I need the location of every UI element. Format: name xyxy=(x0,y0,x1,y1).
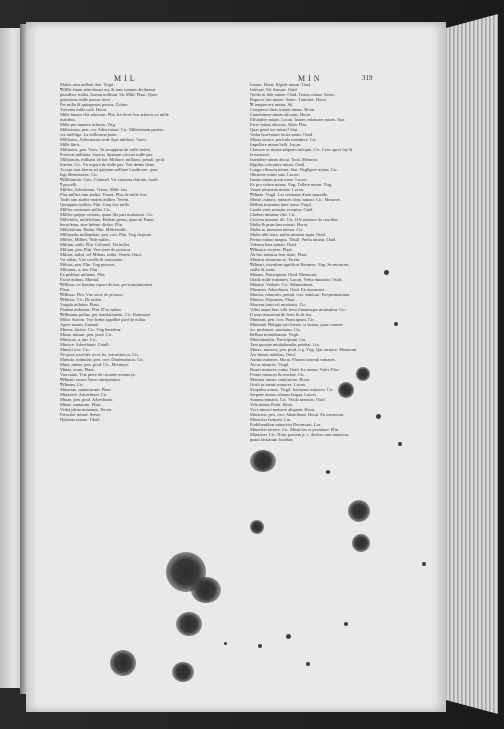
text-line: ¶Mille etiam adiectiuum est, & tunc tantum declinatur xyxy=(60,87,156,92)
text-line: Vanae minorum minae. Lucan. xyxy=(250,187,305,192)
text-line: Minatur abiturum se. Terent. xyxy=(250,257,301,262)
text-line: Mille fanum vlla arborum. Plin. Ita ferire hos arbores ex mille xyxy=(60,112,169,117)
text-line: Infestae. Sil. Saeuae. Ouid. xyxy=(250,87,298,92)
text-line: Effundere minas. Lucan. Inanes exhaurire minas. Stat. xyxy=(250,117,346,122)
text-line: Minae, pen. prod. Adverbium. xyxy=(60,397,114,402)
text-line: Ex pedibus miluinis. Plin. xyxy=(60,272,106,277)
text-line: Porticus milliaria. Sueton. Spatium circiter mille pas. xyxy=(60,152,154,157)
text-line: Minaciter terrere. Cic. Minaciter et postulare. Plin. xyxy=(250,427,340,432)
text-line: Vobis atque huic vrbi ferro flammaque minitantur. Cic. xyxy=(250,307,347,312)
text-line: Crocem minatur illi. Cic. Il le menace de crucifier. xyxy=(250,217,339,222)
text-line: Minaciae, minaciarum. Plaut. xyxy=(60,387,112,392)
text-line: ¶Miluus, ex homine rapaci dicitur, per translationem. xyxy=(60,282,154,287)
text-line: Mimula, mimulae, pen. corr. Diminutiuum. Cic. xyxy=(60,357,145,362)
text-line: Pertua minari magna. Tibull. Prelia minari. Ouid. xyxy=(250,237,337,242)
text-line: Impellere minas belli. Lucan. xyxy=(250,142,302,147)
text-line: gentesimo mille passus ferre. xyxy=(60,97,112,102)
text-line: Minae, minaci, minaces fans, minari. Cic. Menacer. xyxy=(250,197,341,202)
text-line: Ne quos scurriles iocos lie, aut mimicos. Cic. xyxy=(60,352,140,357)
text-line: Fronte minaces & acerbae. Cic. xyxy=(250,372,306,377)
text-line: Intendere minas alicui. Tacit. Menacer. xyxy=(250,157,319,162)
text-line: Ab hac minatur fese abire. Plaut. xyxy=(250,252,308,257)
text-line: Millepeda, millepedae, pen. corr. Plin. Vng cloporte. xyxy=(60,232,153,237)
text-line: ¶ porcelli. xyxy=(60,182,78,187)
text-line: Mortem fratri eft minitatus. Cic. xyxy=(250,302,307,307)
text-line: Contemnere minas alicuius. Horat. xyxy=(250,112,312,117)
text-line: Minas iactare, pericula intendere. Cic. xyxy=(250,137,317,142)
ink-spot xyxy=(422,562,426,566)
text-line: Prohibentibus minaciter Decemuiri. Liu. xyxy=(250,422,322,427)
text-line: Plumae miluinae. Plin. D'vn milan. xyxy=(60,307,122,312)
text-line: Plus millies iam audiui. Terent. Plus de mille fois. xyxy=(60,192,148,197)
page-number: 319 xyxy=(362,74,373,82)
text-line: Exeat miluus. Martial. xyxy=(60,277,100,282)
ink-spot xyxy=(384,270,389,275)
text-line: Mimice. Aduerbium. Catull. xyxy=(60,342,110,347)
text-line: Mima, mimae, pen. prod. Cic. xyxy=(60,332,113,337)
text-line: Millies, Millies. Vide milles. xyxy=(60,237,111,242)
page-block-edge xyxy=(446,14,498,714)
text-line: Millies, Adverbium. Terent. Mille fois. xyxy=(60,187,129,192)
text-line: Multa & praeclara minari. Horat. xyxy=(250,222,309,227)
ink-spot xyxy=(376,414,381,419)
text-line: Minacius, pen. corr. Aduerbium. Horat. En menacant. xyxy=(250,412,345,417)
text-line: Multa ac montana minari. Cic. xyxy=(250,227,304,232)
ink-spot xyxy=(306,662,310,666)
text-line: Rapaces fati minae. Senec. Tumidae. Horat. xyxy=(250,97,327,102)
text-line: Nolite in fide minae. Ouid. Tristes minae. Senec. xyxy=(250,92,336,97)
ink-spot xyxy=(344,622,348,626)
text-line: Murmur minax contrarium. Horat. xyxy=(250,377,311,382)
text-line: Milui. Sueton. Vne herbe appellee pied de milan. xyxy=(60,317,147,322)
text-line: Minitor, Deponens. Plaut. xyxy=(250,297,296,302)
text-line: Vela minax Ponti. Horat. xyxy=(250,402,294,407)
ink-stain xyxy=(250,520,264,534)
text-line: Il nous menacent de ferre & de feu. xyxy=(250,312,313,317)
left-text-column xyxy=(60,82,250,422)
text-line: Ferociter minae. Senec. xyxy=(60,412,102,417)
text-line: Cauda vires minatur scorpius. Ouid. xyxy=(250,207,314,212)
text-line: Rigidas concutere minas. Ouid. xyxy=(250,162,306,167)
text-line: Verba plena minarum. Terent. xyxy=(60,407,113,412)
text-line: Arcus minaces. Virgil. xyxy=(250,362,290,367)
ink-spot xyxy=(286,634,291,639)
text-line: ¶Minam nostra Varro interpretatur. xyxy=(60,377,121,382)
text-line: Minanter, Aduerbium. Ouid. En menacant. xyxy=(250,287,325,292)
text-line: legi libentissime. Cic. xyxy=(60,172,99,177)
running-head-left: MIL xyxy=(114,74,138,83)
text-line: Minitor, minitaris, penult. corr. minitari, Frequentatiuum. xyxy=(250,292,351,297)
text-line: Sueton. Cic. Vn espace de mille pas. Vne demie lieue. xyxy=(60,162,156,167)
text-line: Minaciter. Cic. Nunc pontem p. c. dixisse cum minacius xyxy=(250,432,349,437)
text-line: Tedet iam audire eadem millies. Terent. xyxy=(60,197,130,202)
text-line: Trecenta mille cadi. Horat. xyxy=(60,107,108,112)
text-line: Millies centenum millia. Cic. xyxy=(60,207,112,212)
text-line: Minatio. Verbale. Cic. Menacement. xyxy=(250,282,314,287)
text-line: Plaut. xyxy=(60,287,71,292)
text-line: ¶Miluus. Plin. Vne sorte de poisson. xyxy=(60,292,124,297)
text-line: Accepi tuas literas ad quintum milliare Laodiceae, quas xyxy=(60,167,158,172)
text-line: Miluinus, a, um. Plin. xyxy=(60,267,99,272)
ink-stain xyxy=(250,450,276,472)
text-line: Millefolium, Herba. Plin. Millefeuille. xyxy=(60,227,128,232)
text-line: Quas genti ore minas? Stat. xyxy=(250,127,299,132)
text-line: Scopulus minax. Virgil. Sermonis minaces. Cic. xyxy=(250,387,335,392)
ink-spot xyxy=(224,642,227,645)
text-line: Inanes minas ponit mare. Lucret. xyxy=(250,177,308,182)
text-line: Mille pro numero infinito. Virg. xyxy=(60,122,116,127)
text-line: Mimici ioci. Cic. xyxy=(60,347,90,352)
text-line: Voce minaci metuere aliquem. Horat. xyxy=(250,407,316,412)
text-line: Quinquies millies. Plin. Cinq fois mille. xyxy=(60,202,131,207)
text-line: Per mille & quingentos passus. Colum. xyxy=(60,102,129,107)
text-line: Bellum minitabantur. Virgil. xyxy=(250,332,300,337)
text-line: Minae, minarum. Plaut. xyxy=(60,402,102,407)
text-line: Gladii mille minantes. Lucan. Verba minantia. Ouid. xyxy=(250,277,343,282)
text-line: Mimicus, a, um. Cic. xyxy=(60,337,97,342)
ink-stain xyxy=(356,367,370,381)
ink-stain xyxy=(352,534,370,552)
text-line: Ex pro videre minas. Virg. Tollere minas. Virg. xyxy=(250,182,333,187)
text-line: Vn milan, Vne cruelle & rauissante. xyxy=(60,257,124,262)
text-line: Millesimus, pen. cor. Adiectiuum. Cic. Millesimam partem xyxy=(60,127,164,132)
text-line: pluraliter, millia, horum millium. Sic Mille Plaut. Quin- xyxy=(60,92,158,97)
ink-stain xyxy=(348,500,370,522)
text-line: Tam quoque minitabundus petebat. Liu. xyxy=(250,342,320,347)
text-line: Animo minaces. Horat. Fluuius torrenti minaces. xyxy=(250,357,336,362)
ink-spot xyxy=(326,470,330,474)
text-line: ¶Miluus. Cic. De milan. xyxy=(60,297,103,302)
text-line: Minitans, pen. corr. Participium. Cic. xyxy=(250,317,316,322)
text-line: Hyberna minae. Tibull. xyxy=(60,417,101,422)
text-line: Mille libris. xyxy=(60,142,81,147)
ink-stain xyxy=(110,650,136,676)
text-line: Serpens minax vibrans lingua. Lucret. xyxy=(250,392,317,397)
text-line: Milliarius, Adiectiuum vnde Apri milliarii. Varro. xyxy=(60,137,147,142)
text-line: ¶Compescere minas. Sil. xyxy=(250,102,294,107)
text-line: Obtistere minis suis. Lucret. xyxy=(250,172,300,177)
text-line: ¶Minari, interdum significat Eminere. Virg. Se monstrer, xyxy=(250,262,350,267)
text-line: Millefolia, millefolium. Herbae genus, quae ab Panax xyxy=(60,217,155,222)
ink-spot xyxy=(394,322,398,326)
text-line: Mina, minae, pen. prod. Cic. Monnoye. xyxy=(60,362,130,367)
text-line: Milium, milii. Plin. Columel. Du millet. xyxy=(60,242,131,247)
ink-stain xyxy=(172,662,194,682)
running-head-center: MIN xyxy=(298,74,323,83)
ink-stain xyxy=(338,382,354,398)
text-line: ¶Minam. Cic. xyxy=(60,382,85,387)
text-line: ¶Milliarium. Cato. Columel. Vn vaisseau d'airain, haule xyxy=(60,177,159,182)
text-line: Vngula miluina. Plaut. xyxy=(60,302,100,307)
text-line: saillir & sortir. xyxy=(250,267,276,272)
text-line: le menacer. xyxy=(250,152,270,157)
text-line: ¶Minatur exurere. Plaut. xyxy=(250,247,293,252)
text-line: Mimus, histrio. Cic. Vng basteleur. xyxy=(60,327,122,332)
text-line: Minitabundus. Participium. Liu. xyxy=(250,337,307,342)
text-line: Miluus, milui, vel Miluus, milui. Terent. Ouid. xyxy=(60,252,142,257)
text-line: Minax, minacis, pen. prod. o.g. Virg. Qui menace, Menacant. xyxy=(250,347,358,352)
text-line: Vulnera leua minari. Ouid. xyxy=(250,242,297,247)
book-page xyxy=(26,22,446,712)
text-line: Oculi in mente minaces. Lucan. xyxy=(250,382,306,387)
text-line: Clamare ac minas aliquem infequit. Cic. Crier apres luy & xyxy=(250,147,353,152)
text-line: Verba horrentum factis minis. Ouid. xyxy=(250,132,314,137)
text-line: Ferre minas alicuius. Valer. Flac. xyxy=(250,122,308,127)
text-line: Minans, Participium. Ouid. Menacant. xyxy=(250,272,318,277)
text-line: Milliarius, gen. Varro. Va trouppeau de mille brebis. xyxy=(60,147,152,152)
text-line: heracleum, sine heleno dicitur. Plin. xyxy=(60,222,124,227)
text-line: Boues minaces cornu. Ouid. Ira minax. Valer. Flac. xyxy=(250,367,340,372)
text-line: Millies quippe centum, quam illa pari maluisses. Cic. xyxy=(60,212,154,217)
text-line: Minitanti Philippo per literas, si omnia, quae conuen- xyxy=(250,322,344,327)
text-line: Vna mina. Vne piece de certaine monnoye. xyxy=(60,372,136,377)
text-line: quam fastiarum faciebat. xyxy=(250,437,294,442)
text-line: Ioanes. Horat. Rigide minae. Ouid. xyxy=(250,82,312,87)
text-line: Minaciter frement. Liu. xyxy=(250,417,292,422)
text-line: Aer minax nubibus. Ouid. xyxy=(250,352,296,357)
ink-stain xyxy=(191,577,221,603)
text-line: vix intelligo. La millesima parte. xyxy=(60,132,118,137)
text-line: Compesce diras iratum minas. Horat. xyxy=(250,107,316,112)
text-line: ¶Miluinus pullus, per translationem. Cic. Rauissant. xyxy=(60,312,152,317)
text-line: Milium, pen. Plin. Vne sorte de poisson. xyxy=(60,247,131,252)
ink-stain xyxy=(176,612,202,636)
text-line: Longo effusum minas. Star. Negligere minas. Cic. xyxy=(250,167,338,172)
text-line: Minaciter. Adverbium. Cic. xyxy=(60,392,109,397)
ink-spot xyxy=(398,442,402,446)
text-line: Minae, arum. Plaut. xyxy=(60,367,95,372)
ink-spot xyxy=(258,644,262,648)
text-line: Multis eam milleni ibat. Virgil. xyxy=(60,82,115,87)
text-line: manibus. xyxy=(60,117,76,122)
text-line: Cladem minatur vrbi. Cic. xyxy=(250,212,296,217)
text-line: Miluus, pen. Plin. Vng poisson. xyxy=(60,262,116,267)
text-line: tio, probasset, minitatus. Cic. xyxy=(250,327,302,332)
text-line: ¶Minae. Virgil. Les creneaux d'une muraille. xyxy=(250,192,329,197)
text-line: Bellum minatum haec arma. Virgil. xyxy=(250,202,313,207)
text-line: Summa minatia. Cic. Vitula minacis. Ouid. xyxy=(250,397,326,402)
text-line: Multa nihi terra, multa minatur aqua. Ouid. xyxy=(250,232,326,237)
text-line: Agere rauam. Iuuenal. xyxy=(60,322,100,327)
text-line: Milliarium, milliarii ob hoc Milliare, milliaris, penult. prod. xyxy=(60,157,165,162)
